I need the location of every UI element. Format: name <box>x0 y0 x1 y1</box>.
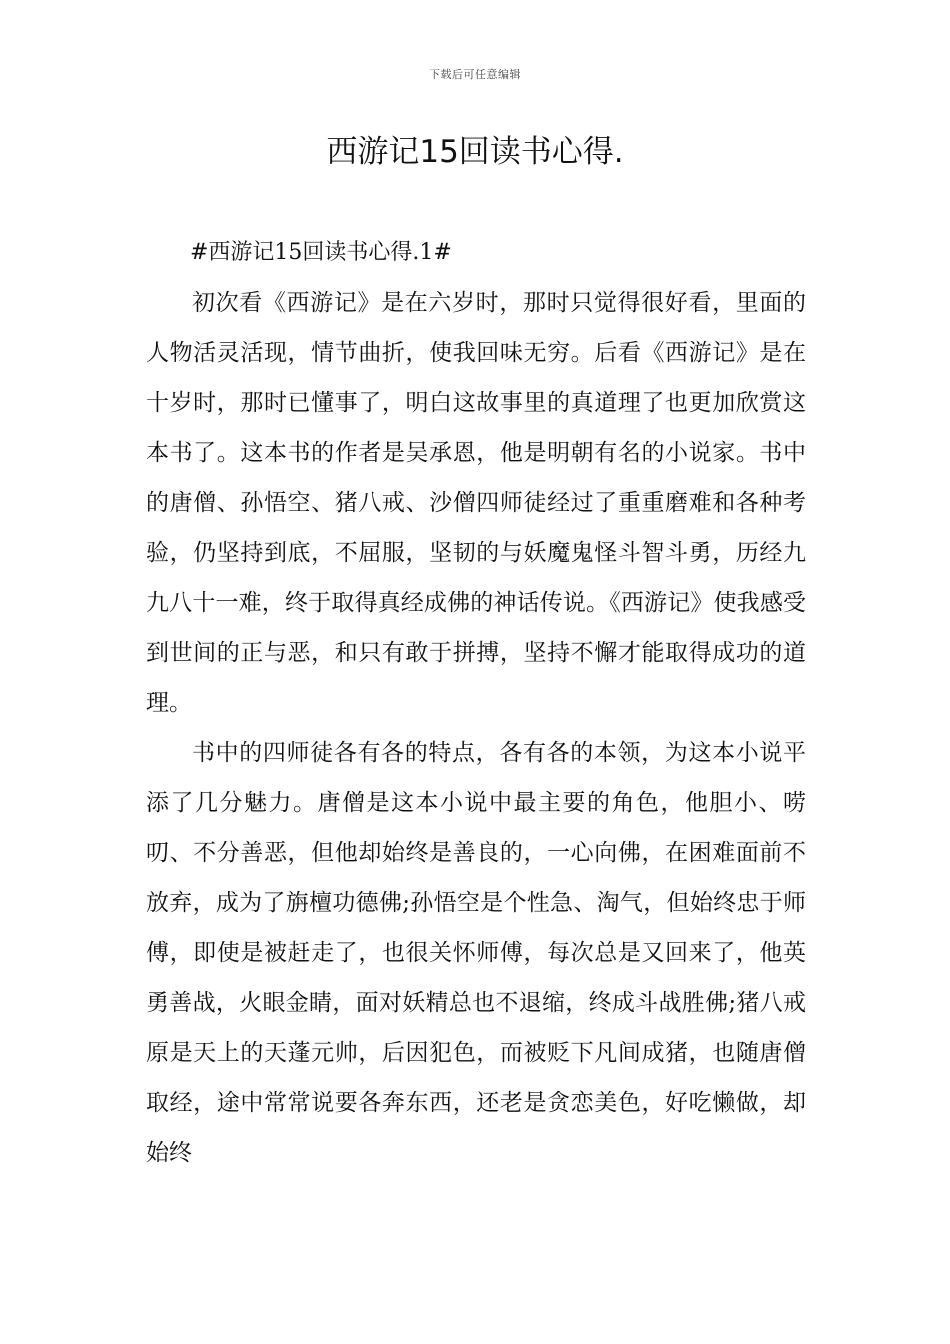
document-subtitle: #西游记15回读书心得.1# <box>190 240 452 265</box>
paragraph: 初次看《西游记》是在六岁时，那时只觉得很好看，里面的人物活灵活现，情节曲折，使我回味无穷。后看《西游记》是在十岁时，那时已懂事了，明白这故事里的真道理了也更加欣赏这本书了。这本书的作者是吴承恩，他是明朝有名的小说家。书中的唐僧、孙悟空、猪八戒、沙僧四师徒经过了重重磨难和各种考验，仍坚持到底，不屈服，坚韧的与妖魔鬼怪斗智斗勇，历经九九八十一难，终于取得真经成佛的神话传说。《西游记》使我感受到世间的正与恶，和只有敢于拼搏，坚持不懈才能取得成功的道理。 <box>146 290 806 716</box>
paragraph: 书中的四师徒各有各的特点，各有各的本领，为这本小说平添了几分魅力。唐僧是这本小说中最主要的角色，他胆小、唠叨、不分善恶，但他却始终是善良的，一心向佛，在困难面前不放弃，成为了旃檀功德佛;孙悟空是个性急、淘气，但始终忠于师傅，即使是被赶走了，也很关怀师傅，每次总是又回来了，他英勇善战，火眼金睛，面对妖精总也不退缩，终成斗战胜佛;猪八戒原是天上的天蓬元帅，后因犯色，而被贬下凡间成猪，也随唐僧取经，途中常常说要各奔东西，还老是贪恋美色，好吃懒做，却始终 <box>146 740 806 1166</box>
header-note: 下载后可任意编辑 <box>429 68 521 81</box>
document-title: 西游记15回读书心得. <box>326 134 624 170</box>
document-body <box>146 228 806 1178</box>
